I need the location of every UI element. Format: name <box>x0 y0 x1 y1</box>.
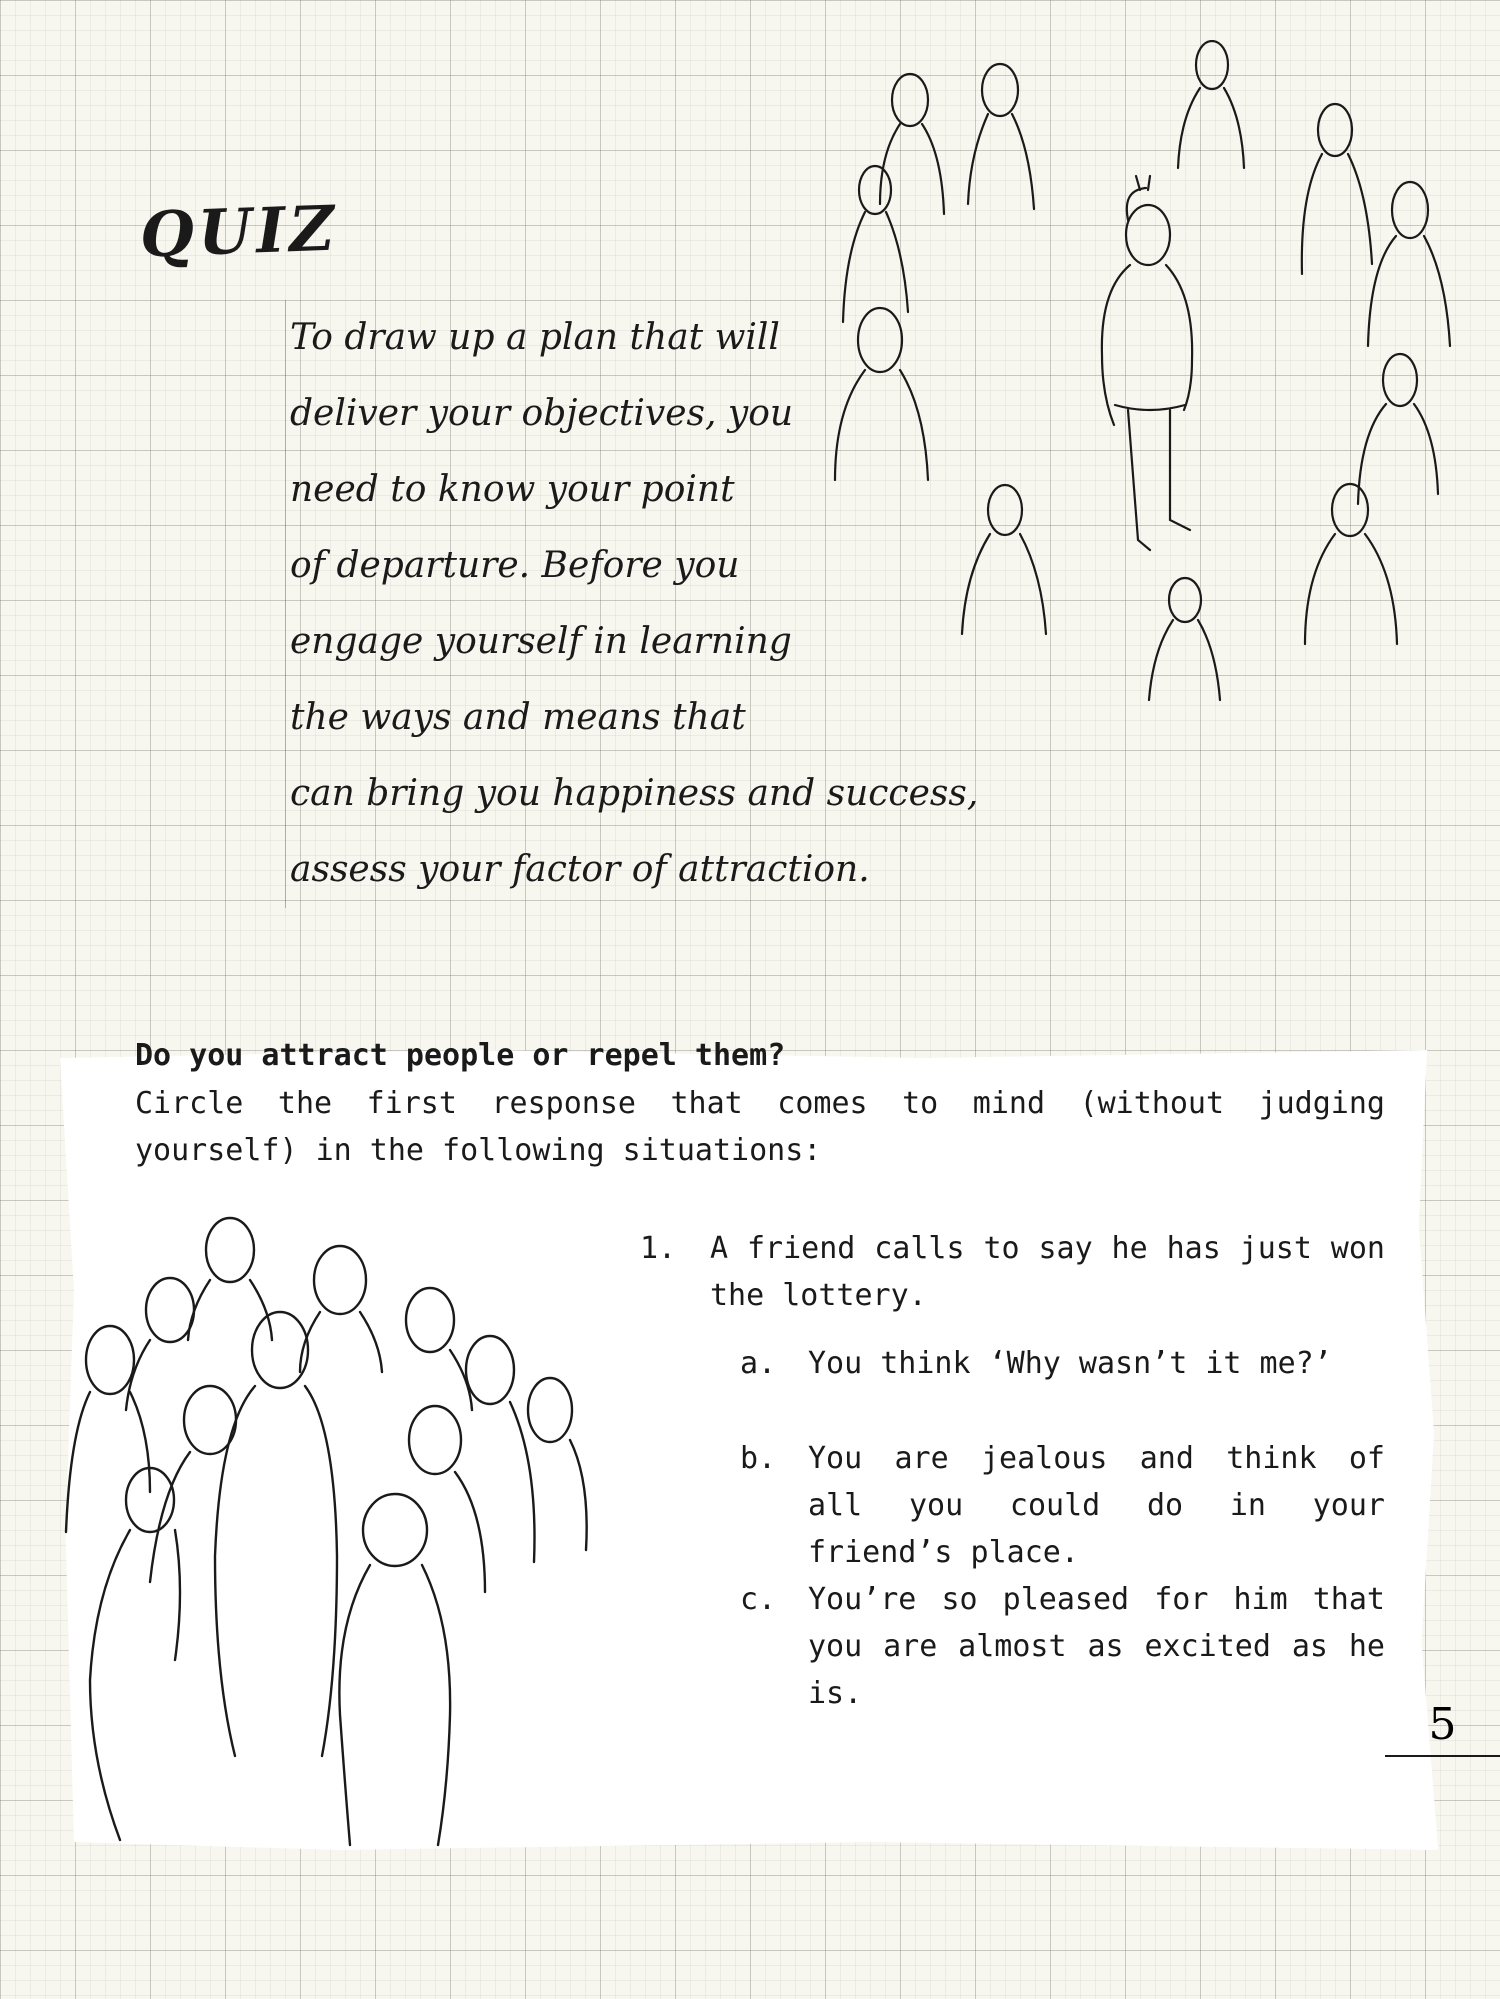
instructions-text: Circle the first response that comes to mind (without judging yourself) in the following situations: <box>135 1086 1385 1168</box>
cartoon-person <box>968 64 1034 209</box>
intro-line: the ways and means that <box>290 697 746 738</box>
quiz-title: QUIZ <box>138 191 340 272</box>
option-c[interactable] <box>740 1576 1385 1717</box>
cartoon-person <box>1302 104 1372 274</box>
option-b[interactable] <box>740 1435 1385 1576</box>
question-text: A friend calls to say he has just won the lottery. <box>710 1231 1385 1313</box>
option-label: a. <box>740 1346 777 1381</box>
cartoon-person <box>1358 354 1438 504</box>
intro-line: assess your factor of attraction. <box>290 849 870 890</box>
option-label: b. <box>740 1441 777 1476</box>
question-number: 1. <box>640 1231 677 1266</box>
cartoon-person <box>962 485 1046 634</box>
intro-line: can bring you happiness and success, <box>290 773 979 814</box>
cartoon-person <box>1305 484 1397 644</box>
cartoon-person <box>150 1386 236 1582</box>
intro-line: To draw up a plan that will <box>290 317 780 358</box>
cartoon-person <box>406 1288 472 1410</box>
option-a[interactable] <box>740 1340 1385 1387</box>
option-text: You’re so pleased for him that you are almost as excited as he is. <box>808 1582 1385 1711</box>
cartoon-person <box>1178 41 1244 168</box>
cartoon-person <box>409 1406 485 1592</box>
cartoon-person <box>528 1378 587 1550</box>
question-item <box>640 1225 1385 1319</box>
cartoon-person <box>66 1326 150 1532</box>
cartoon-person <box>880 74 944 214</box>
cartoon-person <box>126 1278 194 1410</box>
cartoon-person <box>1368 182 1450 346</box>
intro-line: engage yourself in learning <box>290 621 792 662</box>
cartoon-person <box>300 1246 382 1372</box>
intro-line: deliver your objectives, you <box>290 393 794 434</box>
page-number: 5 <box>1385 1695 1500 1757</box>
people-group-illustration <box>50 1200 630 1850</box>
intro-line: of departure. Before you <box>290 545 740 586</box>
cartoon-person <box>1149 578 1220 700</box>
cartoon-person <box>1102 176 1192 550</box>
cartoon-person <box>835 308 928 480</box>
cartoon-person <box>466 1336 535 1562</box>
cartoon-person <box>215 1312 337 1756</box>
cartoon-person <box>843 166 908 322</box>
option-text: You think ‘Why wasn’t it me?’ <box>808 1346 1332 1381</box>
option-label: c. <box>740 1582 777 1617</box>
cartoon-person <box>188 1218 272 1340</box>
cartoon-person <box>339 1494 450 1845</box>
question-heading: Do you attract people or repel them? <box>135 1038 786 1073</box>
intro-line: need to know your point <box>290 469 735 510</box>
people-circle-illustration <box>830 40 1470 730</box>
cartoon-person <box>90 1468 180 1840</box>
option-text: You are jealous and think of all you could do in your friend’s place. <box>808 1441 1385 1570</box>
